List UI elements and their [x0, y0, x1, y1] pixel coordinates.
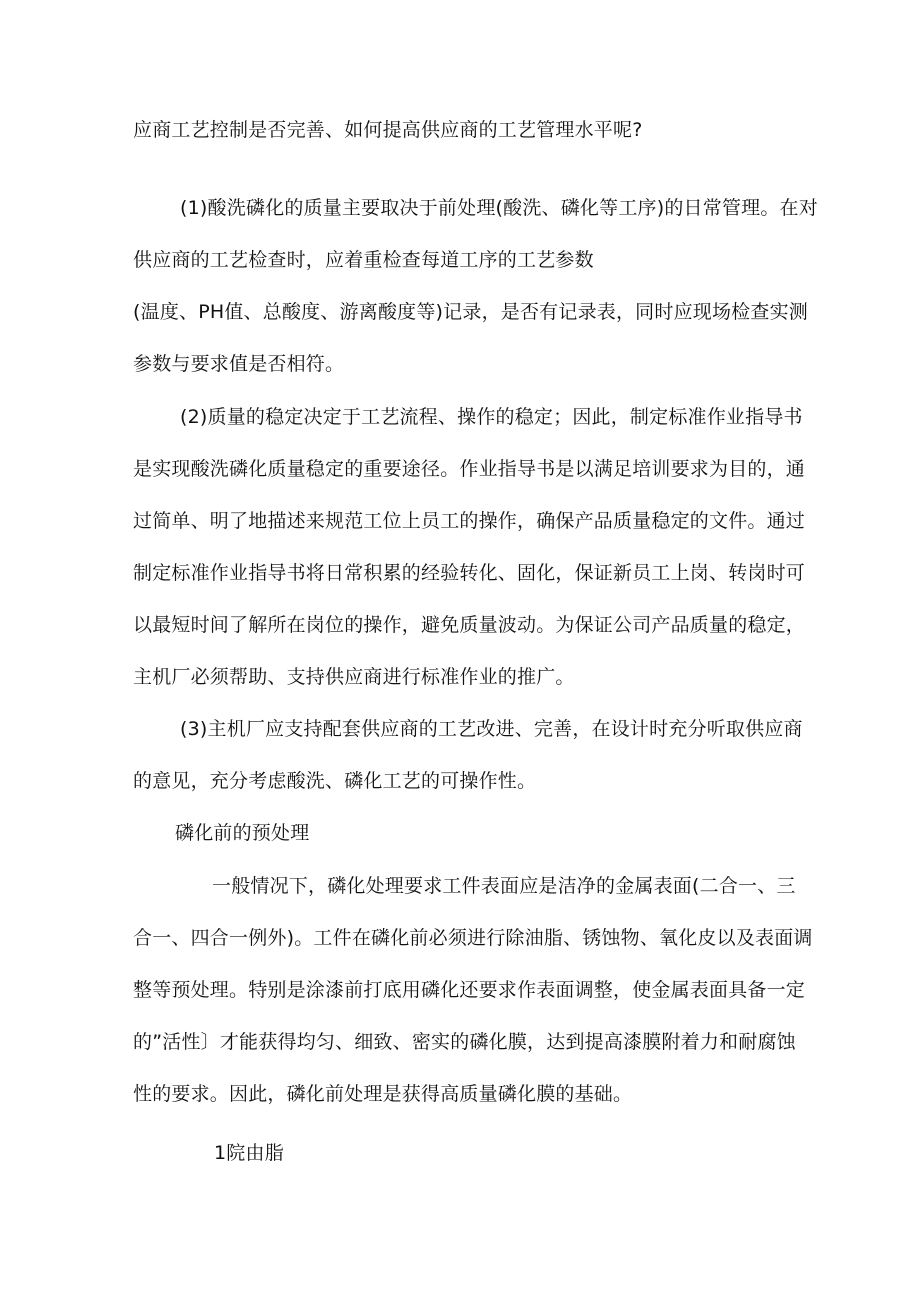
text-line: 性的要求。因此，磷化前处理是获得高质量磷化膜的基础。 — [133, 1083, 633, 1105]
text-line: (2)质量的稳定决定于工艺流程、操作的稳定；因此，制定标准作业指导书 — [180, 406, 803, 428]
section-heading: 磷化前的预处理 — [175, 822, 310, 844]
text-line: 以最短时间了解所在岗位的操作，避免质量波动。为保证公司产品质量的稳定， — [133, 614, 806, 636]
text-line: 应商工艺控制是否完善、如何提高供应商的工艺管理水平呢? — [133, 119, 643, 141]
text-line: 参数与要求值是否相符。 — [133, 353, 345, 375]
text-line: 是实现酸洗磷化质量稳定的重要途径。作业指导书是以满足培训要求为目的，通 — [133, 458, 806, 480]
text-line: 合一、四合一例外)。工件在磷化前必须进行除油脂、锈蚀物、氧化皮以及表面调 — [133, 927, 813, 949]
text-line: 主机厂必须帮助、支持供应商进行标准作业的推广。 — [133, 666, 575, 688]
text-line: (1)酸洗磷化的质量主要取决于前处理(酸洗、磷化等工序)的日常管理。在对 — [180, 197, 818, 219]
text-line: 过简单、明了地描述来规范工位上员工的操作，确保产品质量稳定的文件。通过 — [133, 510, 806, 532]
text-line: 供应商的工艺检查时，应着重检查每道工序的工艺参数 — [133, 249, 594, 271]
text-line: (温度、PH值、总酸度、游离酸度等)记录，是否有记录表，同时应现场检查实测 — [133, 301, 808, 323]
text-line: 制定标准作业指导书将日常积累的经验转化、固化，保证新员工上岗、转岗时可 — [133, 562, 806, 584]
text-line: 的”活性〕才能获得均匀、细致、密实的磷化膜，达到提高漆膜附着力和耐腐蚀 — [133, 1031, 796, 1053]
text-line: (3)主机厂应支持配套供应商的工艺改进、完善，在设计时充分听取供应商 — [180, 718, 803, 740]
text-line: 一般情况下，磷化处理要求工件表面应是洁净的金属表面(二合一、三 — [212, 875, 796, 897]
text-line: 整等预处理。特别是涂漆前打底用磷化还要求作表面调整，使金属表面具备一定 — [133, 979, 806, 1001]
text-line: 的意见，充分考虑酸洗、磷化工艺的可操作性。 — [133, 770, 537, 792]
subsection-heading: 1院由脂 — [214, 1142, 284, 1164]
